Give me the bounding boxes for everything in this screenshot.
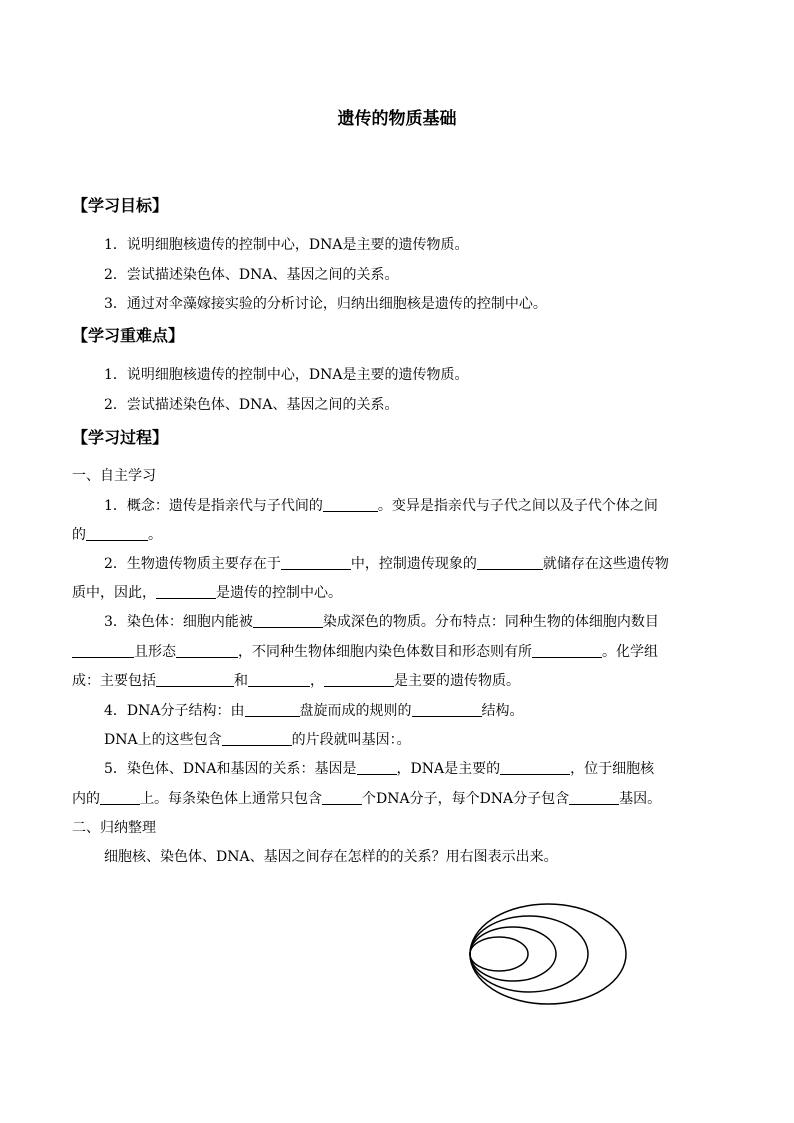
fill-blank[interactable] (281, 555, 351, 570)
part2-title: 二、归纳整理 (72, 820, 156, 836)
fill-blank[interactable] (156, 672, 234, 687)
q3-line1: 3．染色体：细胞内能被 染成深色的物质。分布特点：同种生物的体细胞内数目 (104, 614, 659, 630)
fill-blank[interactable] (477, 555, 543, 570)
fill-blank[interactable] (500, 760, 570, 775)
nested-ellipses-diagram (466, 898, 632, 1008)
fill-blank[interactable] (412, 702, 482, 717)
fill-blank[interactable] (323, 497, 378, 512)
goals-heading: 【学习目标】 (72, 196, 169, 215)
key-points-heading: 【学习重难点】 (72, 326, 185, 345)
q5-line2: 内的 上。每条染色体上通常只包含 个DNA分子，每个DNA分子包含 基因。 (72, 791, 662, 807)
q3-line2: 且形态 ，不同种生物体细胞内染色体数目和形态则有所 。化学组 (72, 641, 722, 661)
fill-blank[interactable] (72, 643, 134, 658)
fill-blank[interactable] (176, 643, 238, 658)
fill-blank[interactable] (156, 584, 216, 599)
goal-item-3: 3．通过对伞藻嫁接实验的分析讨论，归纳出细胞核是遗传的控制中心。 (104, 296, 547, 312)
fill-blank[interactable] (86, 526, 148, 541)
goal-item-1: 1．说明细胞核遗传的控制中心，DNA是主要的遗传物质。 (104, 237, 469, 253)
key-point-item-2: 2．尝试描述染色体、DNA、基因之间的关系。 (104, 397, 399, 413)
fill-blank[interactable] (569, 790, 619, 805)
key-point-item-1: 1．说明细胞核遗传的控制中心，DNA是主要的遗传物质。 (104, 367, 469, 383)
fill-blank[interactable] (245, 702, 300, 717)
part1-title: 一、自主学习 (72, 468, 156, 484)
outer-ellipse (470, 904, 626, 1004)
fill-blank[interactable] (248, 672, 310, 687)
fill-blank[interactable] (532, 643, 602, 658)
goal-item-2: 2．尝试描述染色体、DNA、基因之间的关系。 (104, 267, 399, 283)
part2-text: 细胞核、染色体、DNA、基因之间存在怎样的的关系？用右图表示出来。 (104, 849, 558, 865)
fill-blank[interactable] (322, 790, 362, 805)
fill-blank[interactable] (324, 672, 394, 687)
page-title: 遗传的物质基础 (337, 109, 457, 129)
fill-blank[interactable] (222, 731, 292, 746)
q5-line1: 5．染色体、DNA和基因的关系：基因是 ，DNA是主要的 ，位于细胞核 (104, 761, 655, 777)
q3-line3: 成：主要包括 和 ， 是主要的遗传物质。 (72, 673, 520, 689)
process-heading: 【学习过程】 (72, 428, 169, 447)
q2-line2: 质中，因此， 是遗传的控制中心。 (72, 585, 342, 601)
q4-line2: DNA上的这些包含 的片段就叫基因：。 (104, 732, 411, 748)
ellipse-2 (470, 916, 588, 992)
q2-line1: 2．生物遗传物质主要存在于 中，控制遗传现象的 就储存在这些遗传物 (104, 556, 669, 572)
ellipse-3 (470, 927, 556, 981)
fill-blank[interactable] (357, 760, 397, 775)
fill-blank[interactable] (100, 790, 140, 805)
q4-line1: 4．DNA分子结构：由 盘旋而成的规则的 结构。 (104, 703, 524, 719)
q1-line2: 的 。 (72, 527, 162, 543)
fill-blank[interactable] (253, 613, 323, 628)
inner-ellipse (470, 937, 528, 971)
q1-line1: 1．概念：遗传是指亲代与子代间的 。变异是指亲代与子代之间以及子代个体之间 (104, 498, 658, 514)
